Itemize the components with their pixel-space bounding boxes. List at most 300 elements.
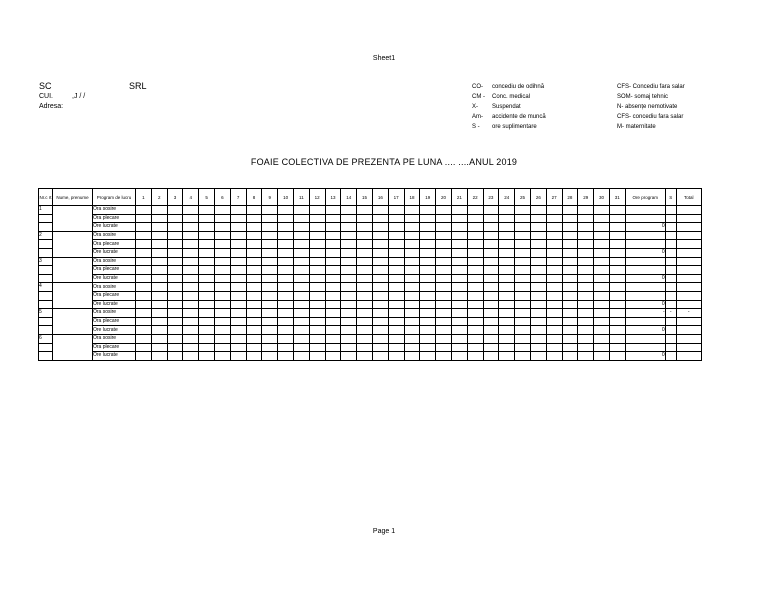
day-cell[interactable] xyxy=(499,291,515,300)
day-cell[interactable] xyxy=(309,334,325,343)
day-cell[interactable] xyxy=(167,343,183,352)
day-cell[interactable] xyxy=(499,231,515,240)
day-cell[interactable] xyxy=(451,257,467,266)
day-cell[interactable] xyxy=(515,334,531,343)
ore-program-cell[interactable]: 0 xyxy=(625,300,665,309)
day-cell[interactable] xyxy=(609,309,625,318)
day-cell[interactable] xyxy=(183,223,199,232)
day-cell[interactable] xyxy=(404,283,420,292)
day-cell[interactable] xyxy=(546,334,562,343)
day-cell[interactable] xyxy=(136,326,152,335)
day-cell[interactable] xyxy=(499,257,515,266)
day-cell[interactable] xyxy=(183,352,199,361)
day-cell[interactable] xyxy=(483,283,499,292)
day-cell[interactable] xyxy=(151,206,167,215)
day-cell[interactable] xyxy=(546,283,562,292)
day-cell[interactable] xyxy=(278,274,294,283)
day-cell[interactable] xyxy=(578,317,594,326)
day-cell[interactable] xyxy=(167,223,183,232)
day-cell[interactable] xyxy=(372,334,388,343)
day-cell[interactable] xyxy=(136,343,152,352)
day-cell[interactable] xyxy=(167,300,183,309)
day-cell[interactable] xyxy=(151,291,167,300)
day-cell[interactable] xyxy=(609,231,625,240)
total-cell[interactable] xyxy=(676,274,701,283)
day-cell[interactable] xyxy=(372,231,388,240)
day-cell[interactable] xyxy=(278,334,294,343)
day-cell[interactable] xyxy=(420,300,436,309)
s-cell[interactable]: - xyxy=(665,309,676,318)
day-cell[interactable] xyxy=(246,283,262,292)
day-cell[interactable] xyxy=(609,300,625,309)
total-cell[interactable] xyxy=(676,334,701,343)
day-cell[interactable] xyxy=(293,231,309,240)
day-cell[interactable] xyxy=(530,343,546,352)
day-cell[interactable] xyxy=(483,300,499,309)
day-cell[interactable] xyxy=(325,283,341,292)
day-cell[interactable] xyxy=(246,300,262,309)
day-cell[interactable] xyxy=(483,343,499,352)
day-cell[interactable] xyxy=(325,214,341,223)
day-cell[interactable] xyxy=(467,266,483,275)
day-cell[interactable] xyxy=(499,248,515,257)
day-cell[interactable] xyxy=(420,231,436,240)
day-cell[interactable] xyxy=(578,266,594,275)
day-cell[interactable] xyxy=(214,291,230,300)
day-cell[interactable] xyxy=(309,214,325,223)
s-cell[interactable] xyxy=(665,231,676,240)
day-cell[interactable] xyxy=(515,309,531,318)
day-cell[interactable] xyxy=(467,283,483,292)
day-cell[interactable] xyxy=(562,300,578,309)
day-cell[interactable] xyxy=(183,231,199,240)
day-cell[interactable] xyxy=(246,317,262,326)
day-cell[interactable] xyxy=(214,206,230,215)
day-cell[interactable] xyxy=(341,334,357,343)
day-cell[interactable] xyxy=(483,214,499,223)
day-cell[interactable] xyxy=(404,300,420,309)
day-cell[interactable] xyxy=(136,248,152,257)
total-cell[interactable] xyxy=(676,214,701,223)
day-cell[interactable] xyxy=(420,206,436,215)
day-cell[interactable] xyxy=(151,352,167,361)
ore-program-cell[interactable]: 0 xyxy=(625,223,665,232)
day-cell[interactable] xyxy=(483,257,499,266)
day-cell[interactable] xyxy=(530,257,546,266)
day-cell[interactable] xyxy=(372,257,388,266)
day-cell[interactable] xyxy=(357,326,373,335)
day-cell[interactable] xyxy=(136,291,152,300)
day-cell[interactable] xyxy=(451,352,467,361)
day-cell[interactable] xyxy=(214,352,230,361)
day-cell[interactable] xyxy=(325,317,341,326)
day-cell[interactable] xyxy=(594,334,610,343)
day-cell[interactable] xyxy=(483,334,499,343)
day-cell[interactable] xyxy=(594,326,610,335)
day-cell[interactable] xyxy=(562,283,578,292)
day-cell[interactable] xyxy=(451,223,467,232)
day-cell[interactable] xyxy=(467,343,483,352)
day-cell[interactable] xyxy=(404,343,420,352)
day-cell[interactable] xyxy=(372,266,388,275)
day-cell[interactable] xyxy=(309,231,325,240)
day-cell[interactable] xyxy=(372,300,388,309)
day-cell[interactable] xyxy=(530,291,546,300)
day-cell[interactable] xyxy=(515,300,531,309)
total-cell[interactable] xyxy=(676,266,701,275)
day-cell[interactable] xyxy=(167,240,183,249)
day-cell[interactable] xyxy=(609,223,625,232)
ore-program-cell[interactable] xyxy=(625,240,665,249)
day-cell[interactable] xyxy=(293,240,309,249)
day-cell[interactable] xyxy=(420,214,436,223)
day-cell[interactable] xyxy=(562,240,578,249)
day-cell[interactable] xyxy=(404,266,420,275)
day-cell[interactable] xyxy=(483,274,499,283)
day-cell[interactable] xyxy=(420,291,436,300)
day-cell[interactable] xyxy=(199,231,215,240)
day-cell[interactable] xyxy=(293,352,309,361)
day-cell[interactable] xyxy=(436,352,452,361)
day-cell[interactable] xyxy=(404,274,420,283)
day-cell[interactable] xyxy=(262,231,278,240)
day-cell[interactable] xyxy=(594,248,610,257)
day-cell[interactable] xyxy=(436,266,452,275)
day-cell[interactable] xyxy=(151,309,167,318)
day-cell[interactable] xyxy=(515,291,531,300)
ore-program-cell[interactable]: 0 xyxy=(625,326,665,335)
day-cell[interactable] xyxy=(546,257,562,266)
employee-name-cell[interactable] xyxy=(53,257,93,283)
day-cell[interactable] xyxy=(388,300,404,309)
day-cell[interactable] xyxy=(214,317,230,326)
day-cell[interactable] xyxy=(483,240,499,249)
day-cell[interactable] xyxy=(230,257,246,266)
day-cell[interactable] xyxy=(372,206,388,215)
day-cell[interactable] xyxy=(451,317,467,326)
day-cell[interactable] xyxy=(594,240,610,249)
day-cell[interactable] xyxy=(167,334,183,343)
day-cell[interactable] xyxy=(199,266,215,275)
day-cell[interactable] xyxy=(483,248,499,257)
day-cell[interactable] xyxy=(262,334,278,343)
day-cell[interactable] xyxy=(609,240,625,249)
day-cell[interactable] xyxy=(341,240,357,249)
day-cell[interactable] xyxy=(325,257,341,266)
day-cell[interactable] xyxy=(372,309,388,318)
day-cell[interactable] xyxy=(278,283,294,292)
total-cell[interactable] xyxy=(676,283,701,292)
day-cell[interactable] xyxy=(388,223,404,232)
day-cell[interactable] xyxy=(420,334,436,343)
day-cell[interactable] xyxy=(483,309,499,318)
day-cell[interactable] xyxy=(262,326,278,335)
day-cell[interactable] xyxy=(372,326,388,335)
day-cell[interactable] xyxy=(594,206,610,215)
day-cell[interactable] xyxy=(341,206,357,215)
day-cell[interactable] xyxy=(499,206,515,215)
day-cell[interactable] xyxy=(515,343,531,352)
day-cell[interactable] xyxy=(594,223,610,232)
day-cell[interactable] xyxy=(530,266,546,275)
s-cell[interactable] xyxy=(665,283,676,292)
day-cell[interactable] xyxy=(562,248,578,257)
day-cell[interactable] xyxy=(609,352,625,361)
day-cell[interactable] xyxy=(515,352,531,361)
day-cell[interactable] xyxy=(230,231,246,240)
day-cell[interactable] xyxy=(325,240,341,249)
ore-program-cell[interactable] xyxy=(625,283,665,292)
day-cell[interactable] xyxy=(183,214,199,223)
day-cell[interactable] xyxy=(199,214,215,223)
day-cell[interactable] xyxy=(309,257,325,266)
day-cell[interactable] xyxy=(214,300,230,309)
day-cell[interactable] xyxy=(562,317,578,326)
day-cell[interactable] xyxy=(167,309,183,318)
day-cell[interactable] xyxy=(609,214,625,223)
total-cell[interactable] xyxy=(676,326,701,335)
day-cell[interactable] xyxy=(246,352,262,361)
day-cell[interactable] xyxy=(530,206,546,215)
day-cell[interactable] xyxy=(467,352,483,361)
day-cell[interactable] xyxy=(357,291,373,300)
day-cell[interactable] xyxy=(136,334,152,343)
day-cell[interactable] xyxy=(278,343,294,352)
day-cell[interactable] xyxy=(341,317,357,326)
day-cell[interactable] xyxy=(467,257,483,266)
ore-program-cell[interactable] xyxy=(625,206,665,215)
day-cell[interactable] xyxy=(594,266,610,275)
day-cell[interactable] xyxy=(309,326,325,335)
day-cell[interactable] xyxy=(562,309,578,318)
day-cell[interactable] xyxy=(499,317,515,326)
day-cell[interactable] xyxy=(293,309,309,318)
day-cell[interactable] xyxy=(436,317,452,326)
day-cell[interactable] xyxy=(578,206,594,215)
day-cell[interactable] xyxy=(199,352,215,361)
day-cell[interactable] xyxy=(214,274,230,283)
day-cell[interactable] xyxy=(136,283,152,292)
day-cell[interactable] xyxy=(341,352,357,361)
day-cell[interactable] xyxy=(230,334,246,343)
day-cell[interactable] xyxy=(278,248,294,257)
day-cell[interactable] xyxy=(467,317,483,326)
day-cell[interactable] xyxy=(562,334,578,343)
day-cell[interactable] xyxy=(309,317,325,326)
day-cell[interactable] xyxy=(183,206,199,215)
day-cell[interactable] xyxy=(562,231,578,240)
day-cell[interactable] xyxy=(214,309,230,318)
total-cell[interactable]: - xyxy=(676,309,701,318)
day-cell[interactable] xyxy=(262,343,278,352)
day-cell[interactable] xyxy=(451,248,467,257)
day-cell[interactable] xyxy=(325,309,341,318)
day-cell[interactable] xyxy=(341,231,357,240)
day-cell[interactable] xyxy=(183,300,199,309)
day-cell[interactable] xyxy=(357,240,373,249)
day-cell[interactable] xyxy=(451,300,467,309)
day-cell[interactable] xyxy=(309,223,325,232)
day-cell[interactable] xyxy=(499,283,515,292)
day-cell[interactable] xyxy=(262,206,278,215)
day-cell[interactable] xyxy=(341,309,357,318)
day-cell[interactable] xyxy=(246,291,262,300)
day-cell[interactable] xyxy=(183,248,199,257)
day-cell[interactable] xyxy=(341,274,357,283)
day-cell[interactable] xyxy=(230,214,246,223)
day-cell[interactable] xyxy=(151,223,167,232)
day-cell[interactable] xyxy=(293,266,309,275)
day-cell[interactable] xyxy=(167,274,183,283)
day-cell[interactable] xyxy=(199,283,215,292)
day-cell[interactable] xyxy=(578,231,594,240)
day-cell[interactable] xyxy=(136,266,152,275)
day-cell[interactable] xyxy=(293,334,309,343)
day-cell[interactable] xyxy=(546,352,562,361)
day-cell[interactable] xyxy=(546,231,562,240)
ore-program-cell[interactable] xyxy=(625,317,665,326)
day-cell[interactable] xyxy=(167,291,183,300)
day-cell[interactable] xyxy=(562,343,578,352)
day-cell[interactable] xyxy=(499,240,515,249)
total-cell[interactable] xyxy=(676,223,701,232)
day-cell[interactable] xyxy=(151,326,167,335)
day-cell[interactable] xyxy=(151,248,167,257)
day-cell[interactable] xyxy=(230,283,246,292)
day-cell[interactable] xyxy=(530,283,546,292)
employee-name-cell[interactable] xyxy=(53,231,93,257)
day-cell[interactable] xyxy=(278,309,294,318)
s-cell[interactable] xyxy=(665,300,676,309)
day-cell[interactable] xyxy=(436,274,452,283)
day-cell[interactable] xyxy=(136,300,152,309)
s-cell[interactable] xyxy=(665,334,676,343)
day-cell[interactable] xyxy=(262,274,278,283)
day-cell[interactable] xyxy=(372,274,388,283)
day-cell[interactable] xyxy=(372,248,388,257)
day-cell[interactable] xyxy=(230,223,246,232)
day-cell[interactable] xyxy=(357,334,373,343)
day-cell[interactable] xyxy=(578,223,594,232)
day-cell[interactable] xyxy=(388,309,404,318)
day-cell[interactable] xyxy=(199,223,215,232)
day-cell[interactable] xyxy=(293,343,309,352)
day-cell[interactable] xyxy=(420,309,436,318)
day-cell[interactable] xyxy=(136,240,152,249)
day-cell[interactable] xyxy=(246,266,262,275)
day-cell[interactable] xyxy=(278,266,294,275)
day-cell[interactable] xyxy=(467,240,483,249)
day-cell[interactable] xyxy=(167,214,183,223)
day-cell[interactable] xyxy=(609,266,625,275)
day-cell[interactable] xyxy=(530,274,546,283)
day-cell[interactable] xyxy=(357,206,373,215)
day-cell[interactable] xyxy=(578,274,594,283)
s-cell[interactable] xyxy=(665,223,676,232)
day-cell[interactable] xyxy=(578,257,594,266)
day-cell[interactable] xyxy=(562,266,578,275)
day-cell[interactable] xyxy=(151,240,167,249)
day-cell[interactable] xyxy=(388,231,404,240)
day-cell[interactable] xyxy=(357,257,373,266)
ore-program-cell[interactable] xyxy=(625,291,665,300)
day-cell[interactable] xyxy=(199,248,215,257)
day-cell[interactable] xyxy=(578,248,594,257)
day-cell[interactable] xyxy=(404,240,420,249)
day-cell[interactable] xyxy=(562,274,578,283)
day-cell[interactable] xyxy=(578,352,594,361)
total-cell[interactable] xyxy=(676,257,701,266)
day-cell[interactable] xyxy=(530,334,546,343)
day-cell[interactable] xyxy=(562,223,578,232)
day-cell[interactable] xyxy=(183,257,199,266)
day-cell[interactable] xyxy=(609,334,625,343)
day-cell[interactable] xyxy=(183,266,199,275)
day-cell[interactable] xyxy=(372,283,388,292)
day-cell[interactable] xyxy=(167,283,183,292)
s-cell[interactable] xyxy=(665,291,676,300)
day-cell[interactable] xyxy=(325,266,341,275)
ore-program-cell[interactable] xyxy=(625,334,665,343)
day-cell[interactable] xyxy=(341,291,357,300)
day-cell[interactable] xyxy=(262,240,278,249)
day-cell[interactable] xyxy=(515,317,531,326)
day-cell[interactable] xyxy=(546,317,562,326)
day-cell[interactable] xyxy=(341,248,357,257)
day-cell[interactable] xyxy=(467,291,483,300)
day-cell[interactable] xyxy=(546,326,562,335)
day-cell[interactable] xyxy=(546,223,562,232)
day-cell[interactable] xyxy=(578,343,594,352)
day-cell[interactable] xyxy=(546,291,562,300)
day-cell[interactable] xyxy=(578,300,594,309)
total-cell[interactable] xyxy=(676,343,701,352)
day-cell[interactable] xyxy=(420,326,436,335)
day-cell[interactable] xyxy=(167,317,183,326)
day-cell[interactable] xyxy=(467,334,483,343)
day-cell[interactable] xyxy=(436,214,452,223)
total-cell[interactable] xyxy=(676,240,701,249)
day-cell[interactable] xyxy=(436,326,452,335)
day-cell[interactable] xyxy=(230,326,246,335)
day-cell[interactable] xyxy=(420,257,436,266)
day-cell[interactable] xyxy=(309,343,325,352)
day-cell[interactable] xyxy=(499,309,515,318)
day-cell[interactable] xyxy=(341,223,357,232)
day-cell[interactable] xyxy=(199,309,215,318)
day-cell[interactable] xyxy=(293,300,309,309)
day-cell[interactable] xyxy=(293,206,309,215)
day-cell[interactable] xyxy=(467,248,483,257)
day-cell[interactable] xyxy=(594,300,610,309)
day-cell[interactable] xyxy=(562,326,578,335)
day-cell[interactable] xyxy=(372,291,388,300)
day-cell[interactable] xyxy=(136,223,152,232)
day-cell[interactable] xyxy=(262,248,278,257)
day-cell[interactable] xyxy=(388,326,404,335)
day-cell[interactable] xyxy=(451,274,467,283)
s-cell[interactable] xyxy=(665,266,676,275)
day-cell[interactable] xyxy=(167,326,183,335)
day-cell[interactable] xyxy=(483,231,499,240)
day-cell[interactable] xyxy=(499,326,515,335)
day-cell[interactable] xyxy=(609,206,625,215)
day-cell[interactable] xyxy=(578,334,594,343)
day-cell[interactable] xyxy=(546,248,562,257)
day-cell[interactable] xyxy=(609,343,625,352)
day-cell[interactable] xyxy=(151,317,167,326)
total-cell[interactable] xyxy=(676,231,701,240)
